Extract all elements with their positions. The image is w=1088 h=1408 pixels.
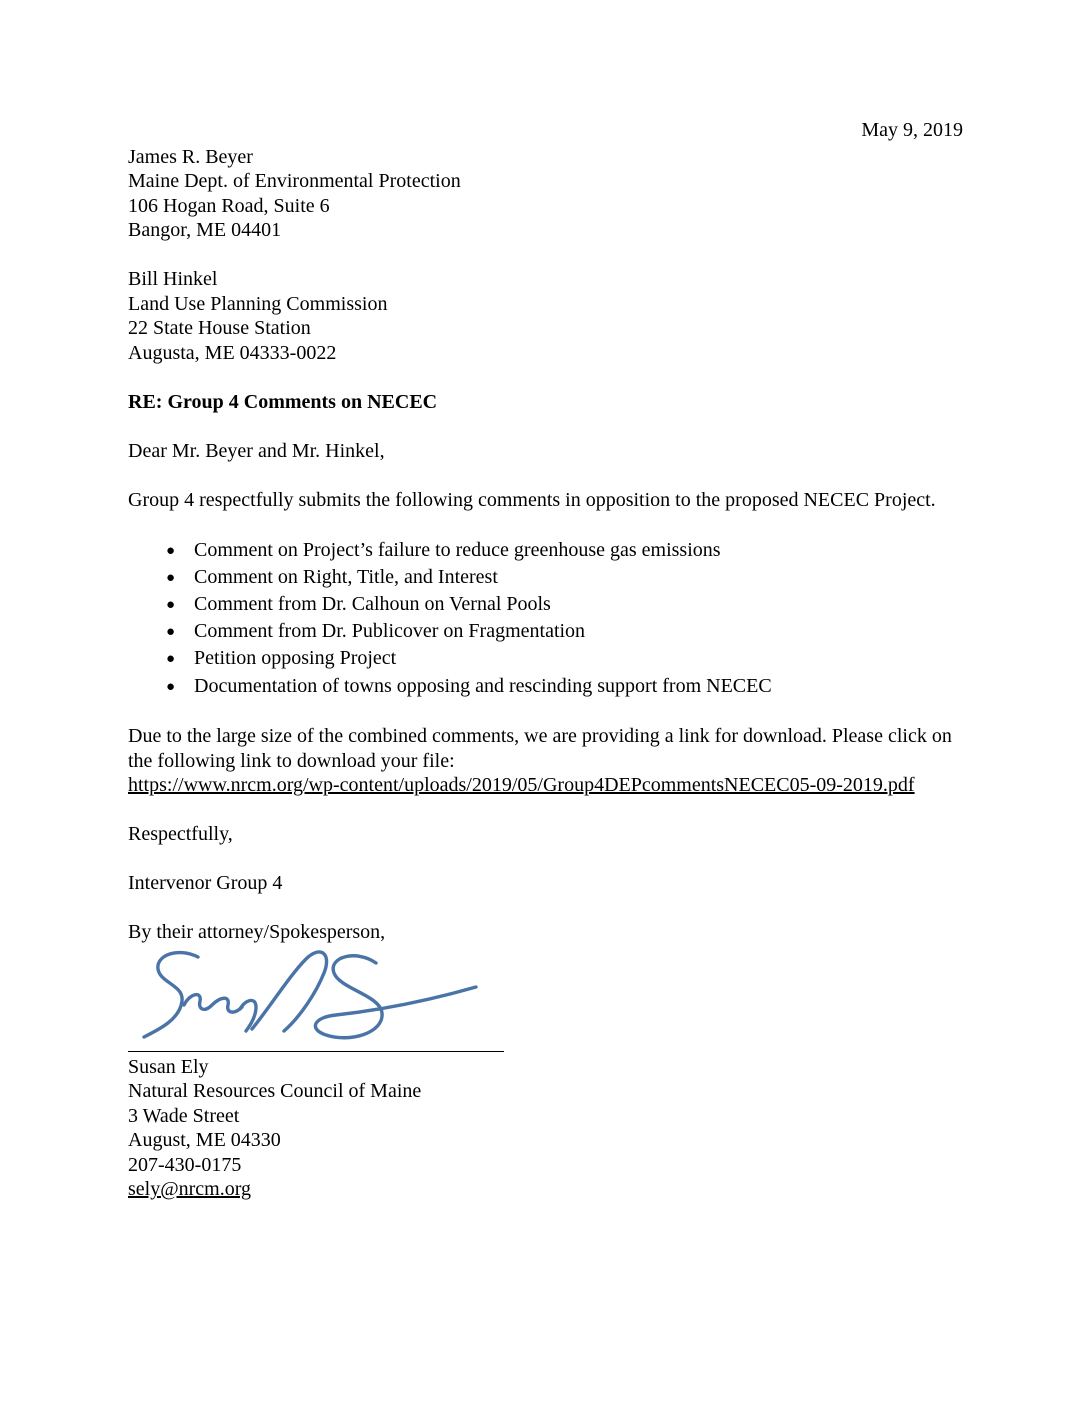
signer-city: August, ME 04330 [128, 1129, 281, 1152]
list-item-text: Documentation of towns opposing and rescinding support from NECEC [194, 674, 772, 697]
list-item [166, 645, 963, 672]
download-paragraph [128, 724, 963, 798]
recipient-name: Bill Hinkel [128, 268, 218, 290]
subject-line: RE: Group 4 Comments on NECEC [128, 390, 438, 413]
attorney-line: By their attorney/Spokesperson, [128, 921, 386, 944]
closing: Respectfully, [128, 823, 233, 846]
letter-page [128, 118, 963, 1202]
recipient-org: Maine Dept. of Environmental Protection [128, 170, 461, 192]
signer-org: Natural Resources Council of Maine [128, 1080, 422, 1103]
intervenor-line: Intervenor Group 4 [128, 872, 283, 895]
recipient-city: Augusta, ME 04333-0022 [128, 341, 337, 364]
salutation: Dear Mr. Beyer and Mr. Hinkel, [128, 439, 385, 462]
bullet-icon: ● [166, 651, 176, 668]
intro-paragraph: Group 4 respectfully submits the following comments in opposition to the proposed NECEC Project. [128, 488, 936, 511]
signer-email-link[interactable]: sely@nrcm.org [128, 1178, 252, 1201]
list-item [166, 618, 963, 645]
signer-name: Susan Ely [128, 1055, 209, 1078]
list-item [166, 591, 963, 618]
bullet-icon: ● [166, 624, 176, 641]
list-item-text: Comment on Project’s failure to reduce greenhouse gas emissions [194, 538, 721, 561]
bullet-icon: ● [166, 569, 176, 586]
bullet-icon: ● [166, 596, 176, 613]
recipient-address-hinkel [128, 267, 963, 365]
list-item-text: Petition opposing Project [194, 647, 397, 670]
recipient-street: 106 Hogan Road, Suite 6 [128, 194, 330, 217]
list-item-text: Comment on Right, Title, and Interest [194, 565, 498, 588]
list-item-text: Comment from Dr. Publicover on Fragmentation [194, 620, 586, 643]
download-paragraph-text: Due to the large size of the combined comments, we are providing a link for download. Please click on the following link to download your file: [128, 725, 952, 772]
signature-line [128, 1051, 504, 1052]
recipient-street: 22 State House Station [128, 317, 311, 339]
recipient-address-beyer [128, 145, 963, 243]
recipient-org: Land Use Planning Commission [128, 292, 388, 315]
letter-date: May 9, 2019 [861, 119, 963, 141]
list-item-text: Comment from Dr. Calhoun on Vernal Pools [194, 592, 551, 615]
signature [140, 947, 963, 1047]
signer-block [128, 1055, 963, 1202]
comments-list [128, 537, 963, 700]
download-link[interactable]: https://www.nrcm.org/wp-content/uploads/2019/05/Group4DEPcommentsNECEC05-09-2019.pdf [128, 774, 915, 797]
list-item [166, 537, 963, 564]
list-item [166, 673, 963, 700]
bullet-icon: ● [166, 678, 176, 695]
signer-phone: 207-430-0175 [128, 1153, 242, 1176]
list-item [166, 564, 963, 591]
signer-street: 3 Wade Street [128, 1104, 240, 1127]
recipient-city: Bangor, ME 04401 [128, 219, 282, 241]
bullet-icon: ● [166, 542, 176, 559]
signature-image [140, 947, 480, 1047]
recipient-name: James R. Beyer [128, 145, 253, 168]
